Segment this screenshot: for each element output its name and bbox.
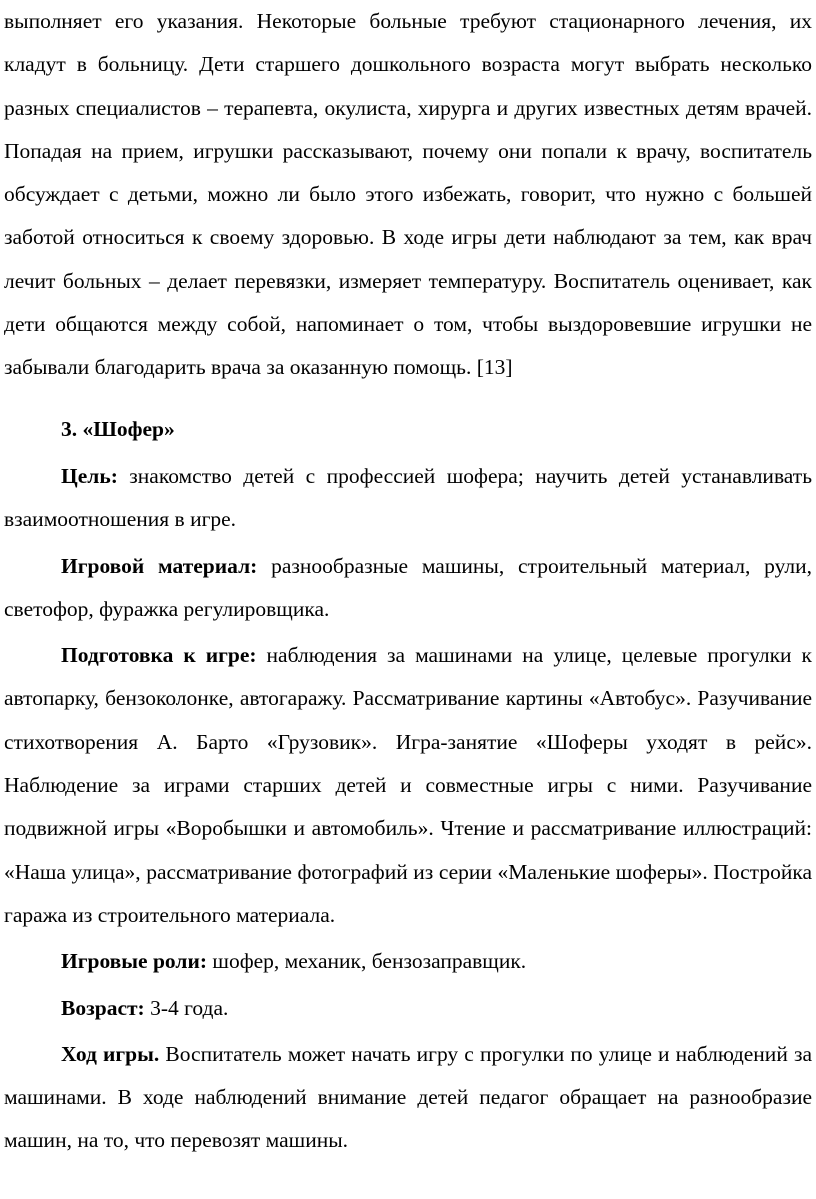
course-paragraph: [4, 1033, 812, 1163]
goal-label: Цель:: [61, 463, 118, 488]
course-text: Воспитатель может начать игру с прогулки по улице и наблюдений за машинами. В ходе наблюдений внимание детей педагог обращает на разнообразие машин, на то, что перевозят машины.: [4, 1041, 812, 1153]
preparation-paragraph: [4, 634, 812, 937]
material-label: Игровой материал:: [61, 553, 258, 578]
course-label: Ход игры.: [61, 1041, 160, 1066]
roles-paragraph: [4, 940, 812, 983]
material-text: разнообразные машины, строительный материал, рули, светофор, фуражка регулировщика.: [4, 553, 812, 621]
goal-text: знакомство детей с профессией шофера; научить детей устанавливать взаимоотношения в игре.: [4, 463, 812, 532]
material-paragraph: [4, 545, 812, 632]
age-text: 3-4 года.: [144, 995, 229, 1020]
goal-paragraph: [4, 455, 812, 542]
roles-label: Игровые роли:: [61, 949, 208, 974]
section-heading: 3. «Шофер»: [61, 416, 175, 441]
roles-text: шофер, механик, бензозаправщик.: [207, 949, 527, 974]
intro-paragraph: выполняет его указания. Некоторые больные требуют стационарного лечения, их кладут в больницу. Дети старшего дошкольного возраста могут выбрать несколько разных специалистов – терапевта, окулиста, хирурга и других известных детям врачей. Попадая на прием, игрушки рассказывают, почему они попали к врачу, воспитатель обсуждает с детьми, можно ли было этого избежать, говорит, что нужно с большей заботой относиться к своему здоровью. В ходе игры дети наблюдают за тем, как врач лечит больных – делает перевязки, измеряет температуру. Воспитатель оценивает, как дети общаются между собой, напоминает о том, чтобы выздоровевшие игрушки не забывали благодарить врача за оказанную помощь. [13]: [4, 9, 812, 380]
age-paragraph: [4, 987, 812, 1030]
age-label: Возраст:: [61, 995, 145, 1020]
preparation-label: Подготовка к игре:: [61, 643, 257, 668]
preparation-text: наблюдения за машинами на улице, целевые прогулки к автопарку, бензоколонке, автогаражу. Рассматривание картины «Автобус». Разучивание стихотворения А. Барто «Грузовик». Игра-занятие «Шоферы уходят в рейс». Наблюдение за играми старших детей и совместные игры с ними. Разучивание подвижной игры «Воробышки и автомобиль». Чтение и рассматривание иллюстраций: «Наша улица», рассматривание фотографий из серии «Маленькие шоферы». Постройка гаража из строительного материала.: [4, 643, 812, 927]
